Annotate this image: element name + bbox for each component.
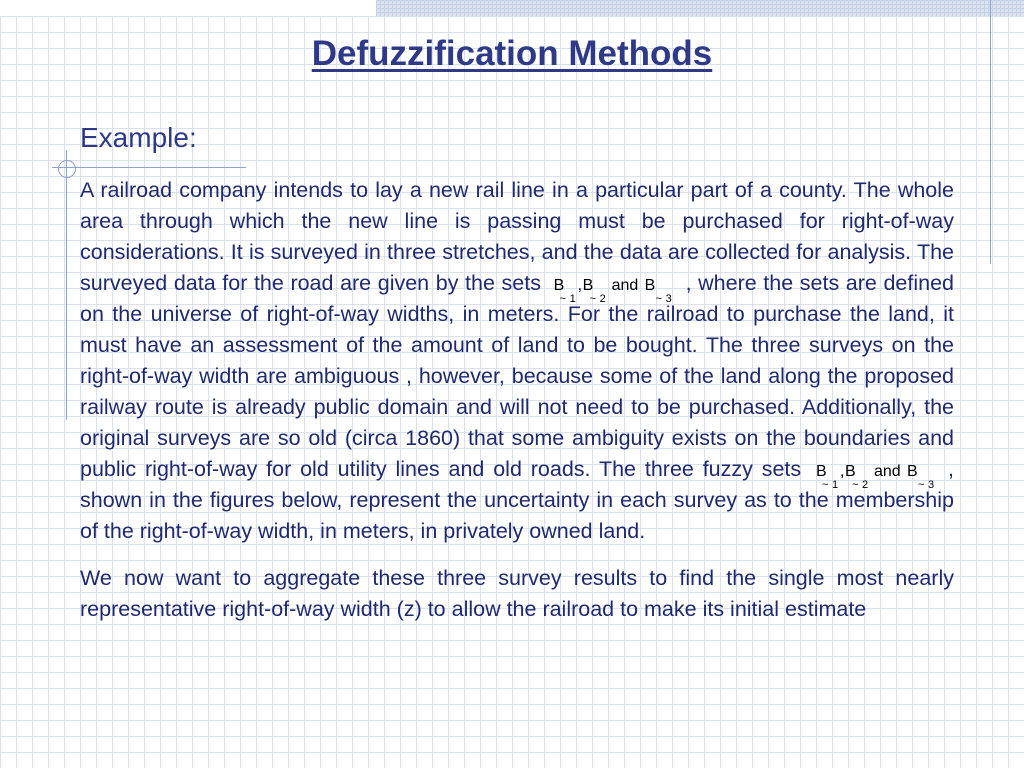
paragraph-1-part-2: , where the sets are defined on the universe of right-of-way widths, in meters. For the railroad to purchase the land, it must have an assessment of the amount of land to be bought. The three surveys on the right-of-way width are ambiguous , however, because some of the land along the proposed railway route is already public domain and will not need to be purchased. Additionally, the original surveys are so old (circa 1860) that some ambiguity exists on the boundaries and public right-of-way for old utility lines and old roads. The three fuzzy sets: [80, 271, 954, 481]
fuzzy-sets-notation-2: B ~ 1 , B ~ 2 and B ~ 3: [816, 463, 935, 491]
decorative-circle: [58, 160, 76, 178]
slide-body: [80, 175, 954, 625]
fuzzy-sets-notation: B ~ 1 , B ~ 2 and B ~ 3: [553, 277, 672, 305]
paragraph-1-part-3: , shown in the figures below, represent the uncertainty in each survey as to the membership of the right-of-way width, in meters, in privately owned land.: [80, 457, 954, 543]
slide-title: Defuzzification Methods: [311, 34, 713, 73]
decorative-left-line: [66, 150, 67, 420]
decorative-top-strip: [376, 0, 1024, 16]
paragraph-2: We now want to aggregate these three survey results to find the single most nearly representative right-of-way width (z) to allow the railroad to make its initial estimate: [80, 566, 954, 621]
slide-subtitle: Example:: [80, 122, 197, 153]
decorative-horizontal-line: [52, 167, 246, 168]
paragraph-1: [80, 175, 954, 547]
paragraph-1-part-1: A railroad company intends to lay a new rail line in a particular part of a county. The whole area through which the new line is passing must be purchased for right-of-way considerations. It is surveyed in three stretches, and the data are collected for analysis. The surveyed data for the road are given by the sets: [80, 178, 954, 295]
